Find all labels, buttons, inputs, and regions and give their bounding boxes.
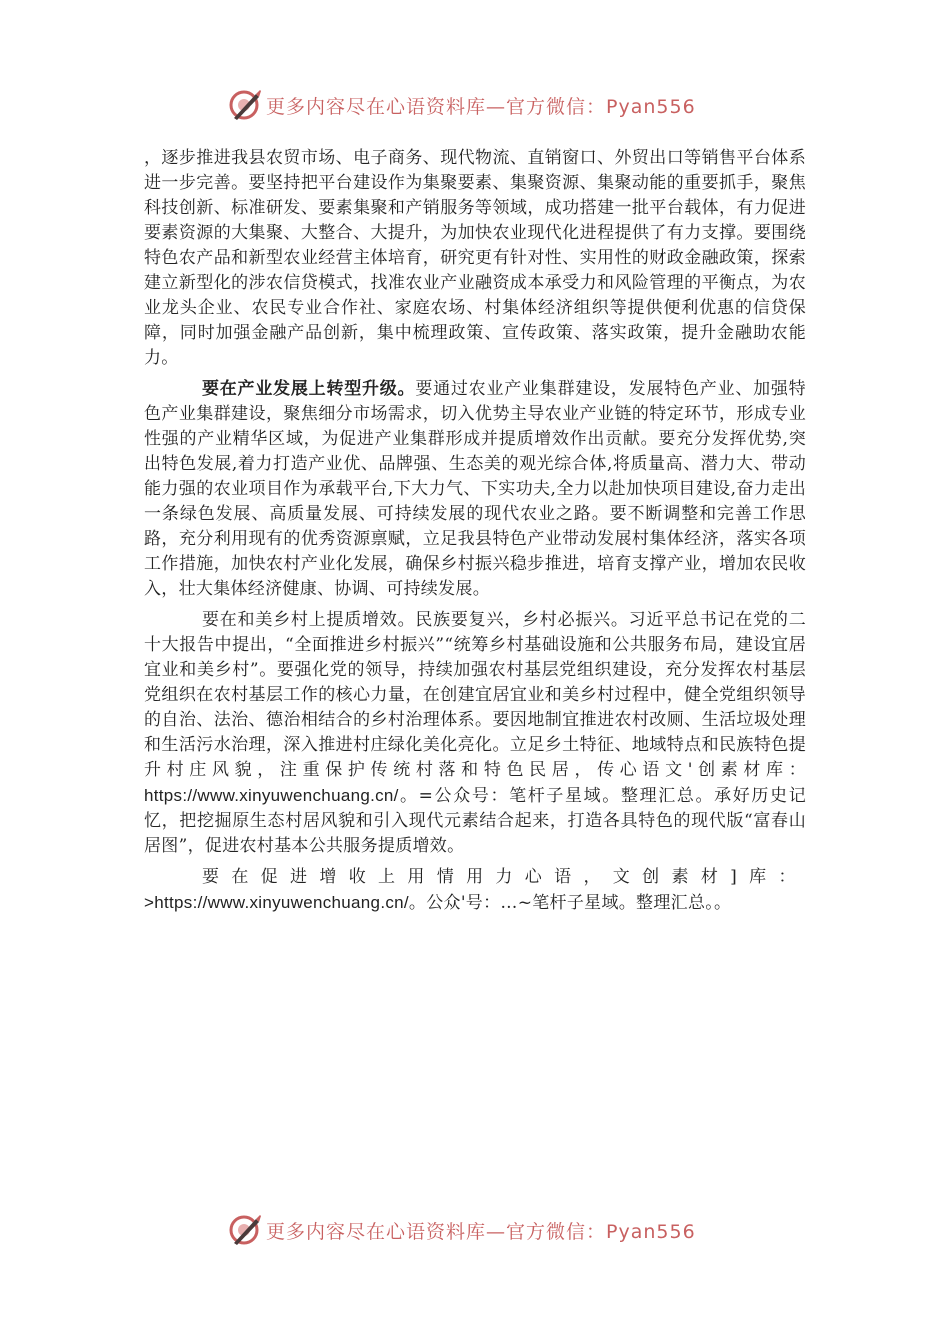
pen-logo-icon: [228, 1213, 262, 1247]
paragraph-heading: 要在产业发展上转型升级。: [202, 379, 416, 399]
url-text: https://www.xinyuwenchuang.cn/: [144, 786, 399, 805]
banner-text: 更多内容尽在心语资料库—官方微信：Pyan556: [266, 95, 696, 118]
url-text: >https://www.xinyuwenchuang.cn/: [144, 893, 409, 912]
paragraph-4: 要在促进增收上用情用力心语，文创素材]库：>https://www.xinyuwenchuang.cn/。公众'号：…~笔杆子星域。整理汇总。。: [144, 867, 806, 913]
paragraph-1: ，逐步推进我县农贸市场、电子商务、现代物流、直销窗口、外贸出口等销售平台体系进一步完善。要坚持把平台建设作为集聚要素、集聚资源、集聚动能的重要抓手，聚焦科技创新、标准研发、要素集聚和产销服务等领域，成功搭建一批平台载体，有力促进要素资源的大集聚、大整合、大提升，为加快农业现代化进程提供了有力支撑。要围绕特色农产品和新型农业经营主体培育，研究更有针对性、实用性的财政金融政策，探索建立新型化的涉农信贷模式，找准农业产业融资成本承受力和风险管理的平衡点，为农业龙头企业、农民专业合作社、家庭农场、村集体经济组织等提供便利优惠的信贷保障，同时加强金融产品创新，集中梳理政策、宣传政策、落实政策，提升金融助农能力。: [144, 148, 806, 368]
document-body: [144, 146, 806, 922]
paragraph-3: 要在和美乡村上提质增效。民族要复兴，乡村必振兴。习近平总书记在党的二十大报告中提出，“全面推进乡村振兴”“统筹乡村基础设施和公共服务布局，建设宜居宜业和美乡村”。要强化党的领导，持续加强农村基层党组织建设，充分发挥农村基层党组织在农村基层工作的核心力量，在创建宜居宜业和美乡村过程中，健全党组织领导的自治、法治、德治相结合的乡村治理体系。要因地制宜推进农村改厕、生活垃圾处理和生活污水治理，深入推进村庄绿化美化亮化。立足乡土特征、地域特点和民族特色提升村庄风貌，注重保护传统村落和特色民居，传心语文'创素材库：https://www.xinyuwenchuang.cn/。=公众号：笔杆子星域。整理汇总。承好历史记忆，把挖掘原生态村居风貌和引入现代元素结合起来，打造各具特色的现代版“富春山居图”，促进农村基本公共服务提质增效。: [144, 610, 806, 856]
footer-banner: [228, 1212, 728, 1248]
pen-logo-icon: [228, 88, 262, 122]
header-banner: [228, 87, 728, 123]
banner-text: 更多内容尽在心语资料库—官方微信：Pyan556: [266, 1220, 696, 1243]
paragraph-2: 要在产业发展上转型升级。要通过农业产业集群建设，发展特色产业、加强特色产业集群建设，聚焦细分市场需求，切入优势主导农业产业链的特定环节，形成专业性强的产业精华区域，为促进产业集群形成并提质增效作出贡献。要充分发挥优势,突出特色发展,着力打造产业优、品牌强、生态美的观光综合体,将质量高、潜力大、带动能力强的农业项目作为承载平台,下大力气、下实功夫,全力以赴加快项目建设,奋力走出一条绿色发展、高质量发展、可持续发展的现代农业之路。要不断调整和完善工作思路，充分利用现有的优秀资源禀赋，立足我县特色产业带动发展村集体经济，落实各项工作措施，加快农村产业化发展，确保乡村振兴稳步推进，培育支撑产业，增加农民收入，壮大集体经济健康、协调、可持续发展。: [144, 379, 806, 599]
